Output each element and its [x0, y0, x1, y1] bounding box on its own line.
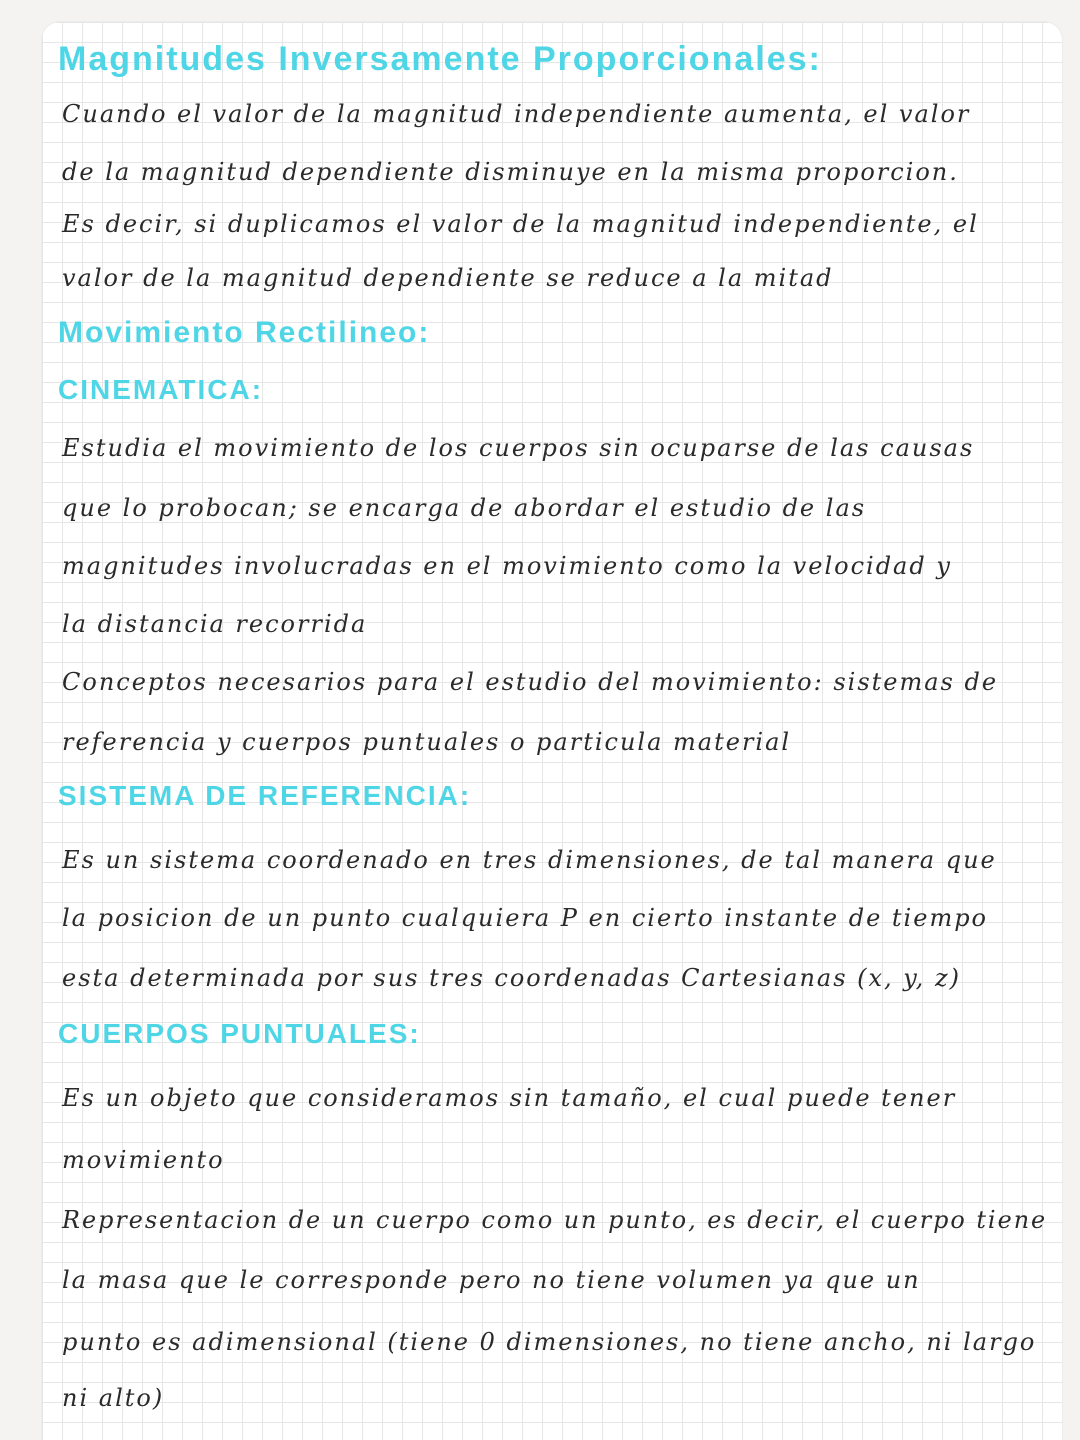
- text-line: la masa que le corresponde pero no tiene volumen ya que un: [62, 1266, 921, 1294]
- heading-magnitudes-inversamente: Magnitudes Inversamente Proporcionales:: [58, 40, 822, 78]
- text-line: movimiento: [62, 1146, 225, 1174]
- text-line: Es un objeto que consideramos sin tamaño, el cual puede tener: [62, 1084, 957, 1112]
- text-line: la distancia recorrida: [62, 610, 368, 638]
- text-line: que lo probocan; se encarga de abordar el estudio de las: [62, 494, 867, 522]
- text-line: esta determinada por sus tres coordenadas Cartesianas (x, y, z): [62, 964, 961, 992]
- text-line: Es decir, si duplicamos el valor de la magnitud independiente, el: [62, 210, 979, 238]
- heading-movimiento-rectilineo: Movimiento Rectilineo:: [58, 316, 431, 349]
- text-line: Representacion de un cuerpo como un punto, es decir, el cuerpo tiene: [62, 1206, 1048, 1234]
- text-line: Conceptos necesarios para el estudio del movimiento: sistemas de: [62, 668, 999, 696]
- text-line: Es un sistema coordenado en tres dimensiones, de tal manera que: [62, 846, 997, 874]
- text-line: punto es adimensional (tiene 0 dimensiones, no tiene ancho, ni largo: [62, 1328, 1037, 1356]
- text-line: valor de la magnitud dependiente se reduce a la mitad: [62, 264, 834, 292]
- text-line: ni alto): [62, 1384, 165, 1412]
- heading-sistema-de-referencia: SISTEMA DE REFERENCIA:: [58, 780, 472, 811]
- heading-cuerpos-puntuales: CUERPOS PUNTUALES:: [58, 1018, 421, 1049]
- text-line: de la magnitud dependiente disminuye en la misma proporcion.: [62, 158, 959, 186]
- notebook-page: [42, 22, 1062, 1440]
- text-line: Cuando el valor de la magnitud independiente aumenta, el valor: [62, 100, 971, 128]
- text-line: la posicion de un punto cualquiera P en cierto instante de tiempo: [62, 904, 989, 932]
- text-line: magnitudes involucradas en el movimiento como la velocidad y: [62, 552, 952, 580]
- text-line: Estudia el movimiento de los cuerpos sin ocuparse de las causas: [62, 434, 975, 462]
- text-line: referencia y cuerpos puntuales o particula material: [62, 728, 792, 756]
- heading-cinematica: CINEMATICA:: [58, 374, 264, 405]
